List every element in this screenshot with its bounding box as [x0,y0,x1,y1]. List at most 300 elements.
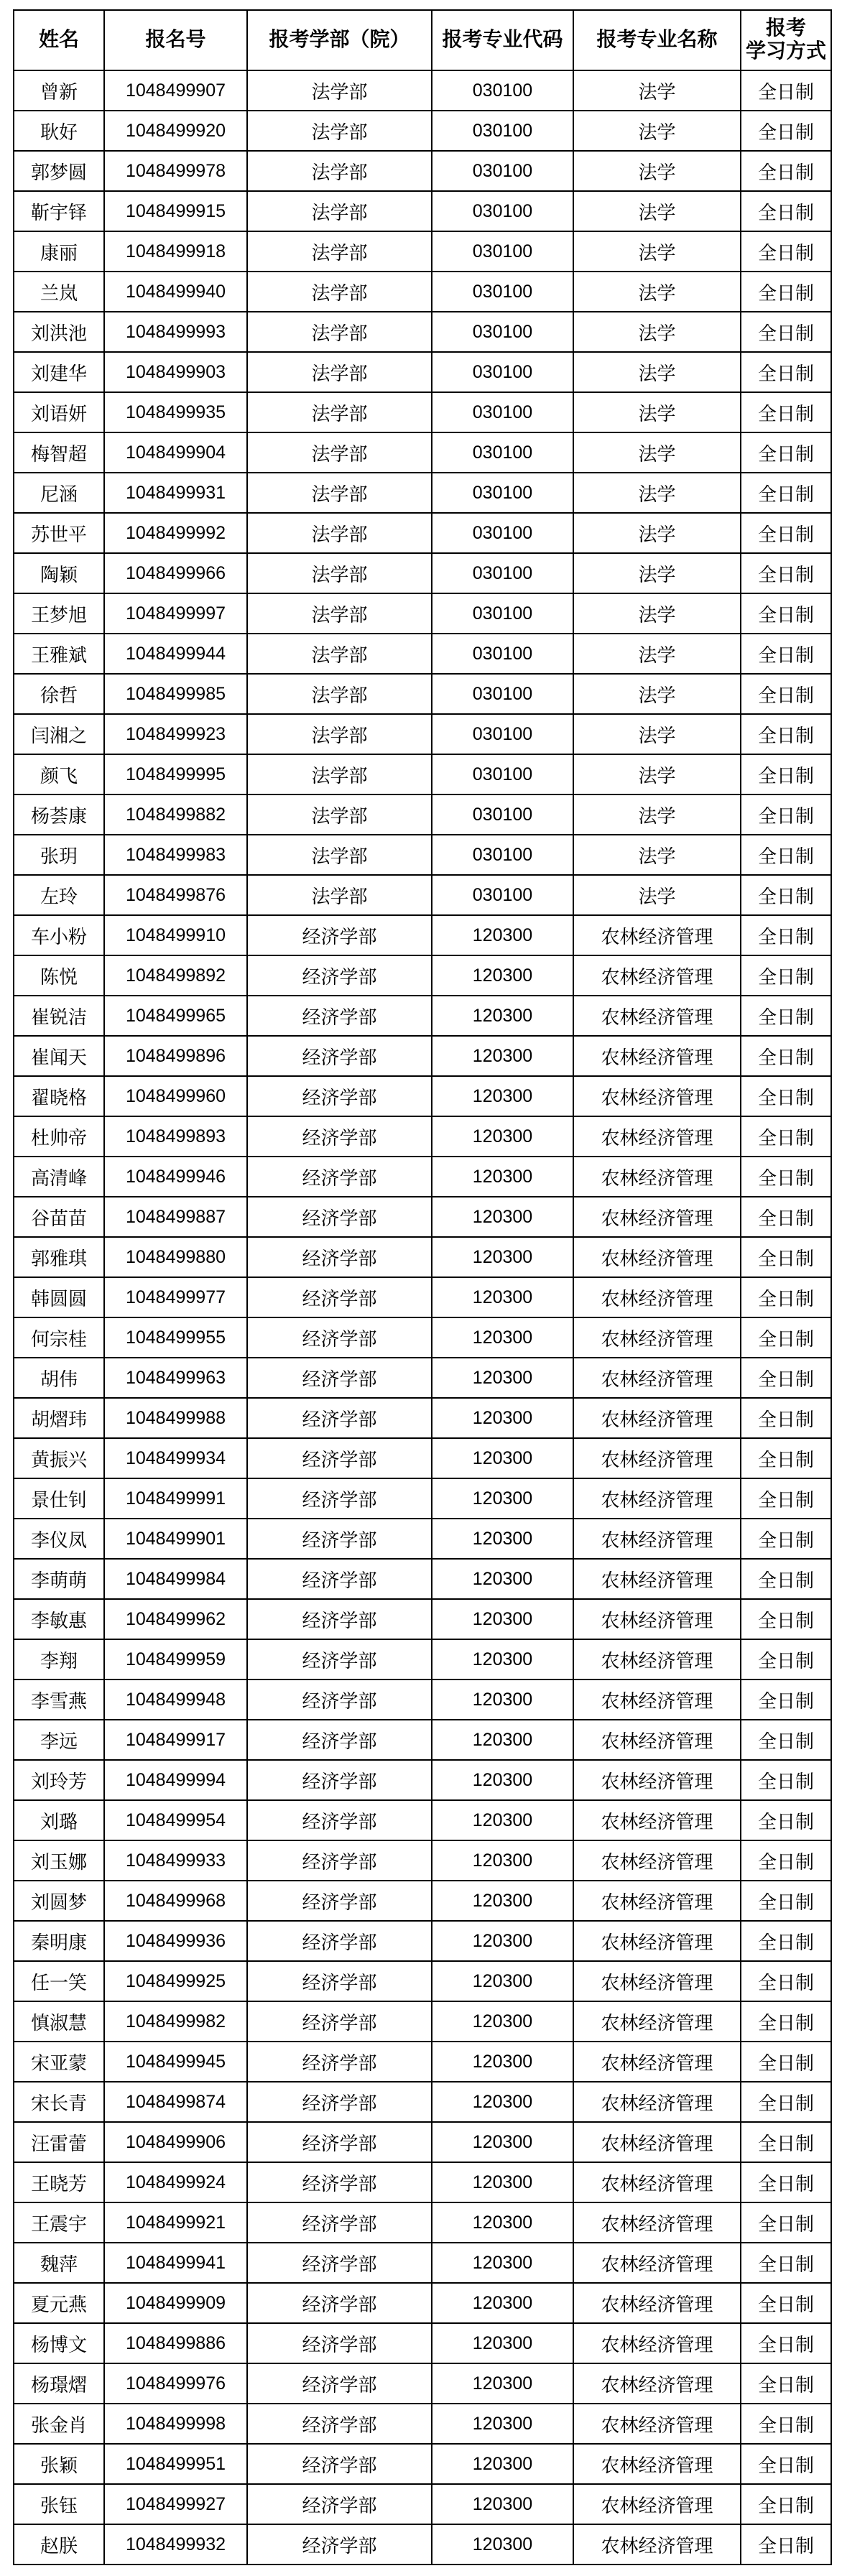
cell-reg-no: 1048499909 [104,2283,247,2323]
cell-reg-no: 1048499992 [104,513,247,553]
cell-study-mode: 全日制 [741,2042,831,2082]
cell-name: 李雪燕 [14,1680,104,1720]
cell-dept: 经济学部 [247,1961,432,2001]
cell-reg-no: 1048499892 [104,955,247,996]
cell-major-name: 农林经济管理 [573,2243,741,2283]
cell-name: 康丽 [14,231,104,272]
cell-major-name: 农林经济管理 [573,2042,741,2082]
cell-reg-no: 1048499918 [104,231,247,272]
table-row [14,754,831,794]
cell-name: 慎淑慧 [14,2001,104,2042]
cell-study-mode: 全日制 [741,794,831,835]
cell-major-name: 法学 [573,754,741,794]
cell-study-mode: 全日制 [741,2404,831,2444]
cell-study-mode: 全日制 [741,2202,831,2243]
cell-name: 刘建华 [14,352,104,392]
cell-name: 韩圆圆 [14,1277,104,1317]
cell-major-name: 农林经济管理 [573,1680,741,1720]
cell-major-code: 120300 [432,915,573,955]
cell-reg-no: 1048499925 [104,1961,247,2001]
header-name: 姓名 [14,10,104,70]
cell-name: 王震宇 [14,2202,104,2243]
cell-name: 杨荟康 [14,794,104,835]
cell-study-mode: 全日制 [741,151,831,191]
cell-major-code: 030100 [432,714,573,754]
table-row [14,1197,831,1237]
cell-reg-no: 1048499936 [104,1921,247,1961]
cell-major-name: 农林经济管理 [573,1478,741,1519]
cell-reg-no: 1048499951 [104,2444,247,2484]
cell-reg-no: 1048499965 [104,996,247,1036]
cell-major-code: 120300 [432,1197,573,1237]
cell-major-code: 120300 [432,1639,573,1680]
cell-name: 秦明康 [14,1921,104,1961]
table-row [14,2082,831,2122]
cell-major-name: 农林经济管理 [573,1961,741,2001]
cell-name: 刘璐 [14,1800,104,1840]
cell-major-code: 120300 [432,2001,573,2042]
table-row [14,1559,831,1599]
cell-study-mode: 全日制 [741,1639,831,1680]
cell-study-mode: 全日制 [741,1076,831,1116]
cell-major-code: 030100 [432,352,573,392]
cell-major-code: 030100 [432,70,573,111]
cell-major-code: 030100 [432,553,573,593]
cell-reg-no: 1048499915 [104,191,247,231]
header-study-mode [741,10,831,70]
table-row [14,2243,831,2283]
cell-major-name: 法学 [573,794,741,835]
cell-study-mode: 全日制 [741,191,831,231]
cell-major-code: 030100 [432,674,573,714]
cell-name: 高清峰 [14,1157,104,1197]
cell-dept: 法学部 [247,70,432,111]
cell-major-name: 农林经济管理 [573,2001,741,2042]
cell-major-name: 农林经济管理 [573,2122,741,2162]
cell-major-code: 120300 [432,2283,573,2323]
cell-major-code: 120300 [432,2042,573,2082]
cell-reg-no: 1048499876 [104,875,247,915]
cell-study-mode: 全日制 [741,634,831,674]
cell-reg-no: 1048499995 [104,754,247,794]
table-row [14,835,831,875]
cell-reg-no: 1048499933 [104,1840,247,1881]
cell-dept: 经济学部 [247,2202,432,2243]
cell-major-name: 农林经济管理 [573,1317,741,1358]
cell-dept: 经济学部 [247,2122,432,2162]
cell-major-code: 120300 [432,2122,573,2162]
cell-major-name: 农林经济管理 [573,2323,741,2363]
cell-reg-no: 1048499960 [104,1076,247,1116]
table-row [14,1438,831,1478]
cell-major-code: 030100 [432,312,573,352]
cell-major-code: 120300 [432,1760,573,1800]
cell-name: 尼涵 [14,473,104,513]
cell-name: 靳宇铎 [14,191,104,231]
table-row [14,1398,831,1438]
cell-dept: 法学部 [247,191,432,231]
cell-dept: 经济学部 [247,1881,432,1921]
cell-name: 李远 [14,1720,104,1760]
cell-reg-no: 1048499977 [104,1277,247,1317]
cell-name: 颜飞 [14,754,104,794]
cell-major-name: 法学 [573,674,741,714]
cell-dept: 经济学部 [247,1599,432,1639]
table-row [14,875,831,915]
table-row [14,1237,831,1277]
cell-reg-no: 1048499944 [104,634,247,674]
cell-name: 李仪凤 [14,1519,104,1559]
cell-dept: 法学部 [247,352,432,392]
cell-name: 宋亚蒙 [14,2042,104,2082]
cell-study-mode: 全日制 [741,1559,831,1599]
cell-name: 苏世平 [14,513,104,553]
cell-study-mode: 全日制 [741,1438,831,1478]
table-row [14,1036,831,1076]
cell-reg-no: 1048499988 [104,1398,247,1438]
cell-name: 宋长青 [14,2082,104,2122]
cell-name: 何宗桂 [14,1317,104,1358]
cell-study-mode: 全日制 [741,1317,831,1358]
cell-dept: 经济学部 [247,1398,432,1438]
table-row [14,151,831,191]
table-row [14,1317,831,1358]
cell-name: 车小粉 [14,915,104,955]
cell-study-mode: 全日制 [741,111,831,151]
cell-dept: 经济学部 [247,1438,432,1478]
cell-major-name: 农林经济管理 [573,2283,741,2323]
cell-major-code: 120300 [432,1358,573,1398]
table-row [14,231,831,272]
cell-reg-no: 1048499880 [104,1237,247,1277]
cell-study-mode: 全日制 [741,996,831,1036]
cell-name: 崔锐洁 [14,996,104,1036]
table-row [14,1760,831,1800]
cell-major-name: 法学 [573,513,741,553]
cell-major-name: 农林经济管理 [573,955,741,996]
cell-major-name: 农林经济管理 [573,915,741,955]
cell-reg-no: 1048499998 [104,2404,247,2444]
cell-study-mode: 全日制 [741,1398,831,1438]
cell-major-name: 农林经济管理 [573,1921,741,1961]
cell-major-name: 农林经济管理 [573,2162,741,2202]
cell-name: 郭雅琪 [14,1237,104,1277]
cell-major-name: 农林经济管理 [573,1840,741,1881]
table-header [14,10,831,70]
cell-dept: 经济学部 [247,2444,432,2484]
cell-name: 黄振兴 [14,1438,104,1478]
cell-reg-no: 1048499910 [104,915,247,955]
cell-major-code: 120300 [432,996,573,1036]
cell-major-code: 030100 [432,835,573,875]
cell-dept: 经济学部 [247,2404,432,2444]
cell-reg-no: 1048499940 [104,272,247,312]
cell-dept: 经济学部 [247,1519,432,1559]
cell-reg-no: 1048499934 [104,1438,247,1478]
cell-dept: 法学部 [247,634,432,674]
cell-dept: 经济学部 [247,1036,432,1076]
table-row [14,1800,831,1840]
cell-major-name: 农林经济管理 [573,1358,741,1398]
cell-reg-no: 1048499991 [104,1478,247,1519]
cell-name: 闫湘之 [14,714,104,754]
cell-dept: 法学部 [247,754,432,794]
table-row [14,70,831,111]
cell-major-code: 120300 [432,1599,573,1639]
table-row [14,1639,831,1680]
cell-name: 杜帅帝 [14,1116,104,1157]
cell-reg-no: 1048499997 [104,593,247,634]
cell-study-mode: 全日制 [741,2243,831,2283]
cell-reg-no: 1048499904 [104,432,247,473]
cell-name: 夏元燕 [14,2283,104,2323]
cell-major-name: 农林经济管理 [573,996,741,1036]
cell-major-name: 农林经济管理 [573,1398,741,1438]
header-study-mode-line1: 报考 [765,17,806,40]
cell-dept: 法学部 [247,674,432,714]
cell-dept: 法学部 [247,111,432,151]
cell-name: 张颖 [14,2444,104,2484]
cell-reg-no: 1048499874 [104,2082,247,2122]
cell-major-name: 农林经济管理 [573,2202,741,2243]
cell-name: 赵朕 [14,2524,104,2565]
cell-name: 刘语妍 [14,392,104,432]
table-row [14,2484,831,2524]
cell-reg-no: 1048499932 [104,2524,247,2565]
cell-reg-no: 1048499985 [104,674,247,714]
table-row [14,674,831,714]
cell-study-mode: 全日制 [741,2444,831,2484]
cell-major-name: 法学 [573,432,741,473]
cell-reg-no: 1048499921 [104,2202,247,2243]
cell-major-name: 农林经济管理 [573,1559,741,1599]
cell-name: 景仕钊 [14,1478,104,1519]
table-row [14,191,831,231]
cell-study-mode: 全日制 [741,875,831,915]
cell-major-name: 农林经济管理 [573,1076,741,1116]
header-reg-no: 报名号 [104,10,247,70]
cell-dept: 经济学部 [247,2484,432,2524]
cell-major-name: 农林经济管理 [573,1720,741,1760]
cell-major-code: 030100 [432,151,573,191]
cell-study-mode: 全日制 [741,1519,831,1559]
cell-name: 陶颖 [14,553,104,593]
cell-name: 李翔 [14,1639,104,1680]
cell-major-code: 120300 [432,1840,573,1881]
cell-study-mode: 全日制 [741,231,831,272]
cell-dept: 法学部 [247,432,432,473]
cell-major-name: 农林经济管理 [573,2444,741,2484]
cell-major-name: 农林经济管理 [573,1157,741,1197]
table-row [14,2363,831,2404]
cell-name: 张钰 [14,2484,104,2524]
cell-dept: 经济学部 [247,1076,432,1116]
cell-dept: 法学部 [247,231,432,272]
cell-major-name: 农林经济管理 [573,1036,741,1076]
cell-study-mode: 全日制 [741,1358,831,1398]
cell-major-name: 农林经济管理 [573,2484,741,2524]
table-row [14,1720,831,1760]
cell-major-name: 农林经济管理 [573,2524,741,2565]
cell-major-name: 法学 [573,312,741,352]
cell-reg-no: 1048499959 [104,1639,247,1680]
cell-major-code: 120300 [432,2162,573,2202]
table-row [14,1840,831,1881]
cell-major-name: 法学 [573,272,741,312]
cell-study-mode: 全日制 [741,1116,831,1157]
cell-name: 胡熠玮 [14,1398,104,1438]
cell-study-mode: 全日制 [741,835,831,875]
admission-list-table [13,9,832,2565]
cell-reg-no: 1048499906 [104,2122,247,2162]
cell-name: 左玲 [14,875,104,915]
table-row [14,1277,831,1317]
cell-reg-no: 1048499887 [104,1197,247,1237]
cell-reg-no: 1048499907 [104,70,247,111]
table-row [14,2001,831,2042]
table-row [14,794,831,835]
cell-name: 刘洪池 [14,312,104,352]
cell-dept: 经济学部 [247,1840,432,1881]
cell-study-mode: 全日制 [741,272,831,312]
cell-study-mode: 全日制 [741,473,831,513]
cell-reg-no: 1048499954 [104,1800,247,1840]
cell-name: 刘玉娜 [14,1840,104,1881]
cell-study-mode: 全日制 [741,2484,831,2524]
cell-major-name: 农林经济管理 [573,1800,741,1840]
table-row [14,553,831,593]
cell-reg-no: 1048499983 [104,835,247,875]
table-row [14,1961,831,2001]
cell-reg-no: 1048499994 [104,1760,247,1800]
cell-dept: 经济学部 [247,1277,432,1317]
cell-study-mode: 全日制 [741,2524,831,2565]
cell-major-code: 120300 [432,2243,573,2283]
cell-reg-no: 1048499931 [104,473,247,513]
cell-major-code: 120300 [432,2484,573,2524]
cell-major-code: 120300 [432,1076,573,1116]
cell-major-name: 法学 [573,111,741,151]
cell-study-mode: 全日制 [741,1760,831,1800]
cell-major-name: 农林经济管理 [573,1639,741,1680]
cell-major-name: 法学 [573,151,741,191]
cell-reg-no: 1048499968 [104,1881,247,1921]
cell-major-code: 120300 [432,2524,573,2565]
cell-major-code: 120300 [432,2404,573,2444]
table-row [14,1680,831,1720]
cell-reg-no: 1048499966 [104,553,247,593]
cell-reg-no: 1048499962 [104,1599,247,1639]
cell-major-name: 法学 [573,634,741,674]
table-row [14,1478,831,1519]
cell-reg-no: 1048499976 [104,2363,247,2404]
cell-study-mode: 全日制 [741,70,831,111]
cell-reg-no: 1048499927 [104,2484,247,2524]
cell-study-mode: 全日制 [741,312,831,352]
cell-study-mode: 全日制 [741,1800,831,1840]
cell-dept: 经济学部 [247,1921,432,1961]
cell-dept: 法学部 [247,835,432,875]
cell-name: 刘玲芳 [14,1760,104,1800]
cell-major-code: 030100 [432,794,573,835]
cell-study-mode: 全日制 [741,2162,831,2202]
cell-major-name: 农林经济管理 [573,2404,741,2444]
cell-major-code: 030100 [432,272,573,312]
cell-reg-no: 1048499945 [104,2042,247,2082]
cell-dept: 经济学部 [247,1317,432,1358]
cell-major-code: 120300 [432,1478,573,1519]
cell-study-mode: 全日制 [741,1840,831,1881]
cell-study-mode: 全日制 [741,432,831,473]
cell-name: 陈悦 [14,955,104,996]
cell-study-mode: 全日制 [741,1478,831,1519]
cell-name: 张金肖 [14,2404,104,2444]
cell-name: 梅智超 [14,432,104,473]
cell-name: 李敏惠 [14,1599,104,1639]
cell-dept: 经济学部 [247,1197,432,1237]
cell-study-mode: 全日制 [741,1720,831,1760]
cell-reg-no: 1048499924 [104,2162,247,2202]
cell-major-code: 030100 [432,392,573,432]
cell-name: 王雅斌 [14,634,104,674]
table-row [14,432,831,473]
cell-study-mode: 全日制 [741,2323,831,2363]
cell-name: 任一笑 [14,1961,104,2001]
table-row [14,634,831,674]
cell-study-mode: 全日制 [741,1237,831,1277]
cell-major-name: 农林经济管理 [573,1277,741,1317]
cell-major-name: 农林经济管理 [573,1881,741,1921]
cell-major-name: 农林经济管理 [573,1438,741,1478]
cell-major-name: 法学 [573,392,741,432]
cell-major-name: 法学 [573,875,741,915]
cell-name: 杨璟熠 [14,2363,104,2404]
cell-dept: 经济学部 [247,1680,432,1720]
cell-name: 张玥 [14,835,104,875]
cell-dept: 经济学部 [247,1559,432,1599]
table-row [14,2404,831,2444]
cell-name: 曾新 [14,70,104,111]
cell-major-code: 030100 [432,875,573,915]
table-row [14,714,831,754]
cell-study-mode: 全日制 [741,1599,831,1639]
cell-major-code: 120300 [432,1237,573,1277]
cell-dept: 法学部 [247,875,432,915]
cell-name: 郭梦圆 [14,151,104,191]
header-major-name: 报考专业名称 [573,10,741,70]
cell-reg-no: 1048499982 [104,2001,247,2042]
cell-name: 王晓芳 [14,2162,104,2202]
cell-name: 王梦旭 [14,593,104,634]
cell-study-mode: 全日制 [741,754,831,794]
cell-major-name: 法学 [573,593,741,634]
cell-major-code: 120300 [432,1921,573,1961]
cell-dept: 经济学部 [247,996,432,1036]
table-row [14,1076,831,1116]
cell-dept: 经济学部 [247,2162,432,2202]
cell-major-name: 法学 [573,70,741,111]
cell-major-name: 法学 [573,231,741,272]
cell-dept: 经济学部 [247,2363,432,2404]
cell-study-mode: 全日制 [741,553,831,593]
cell-dept: 法学部 [247,473,432,513]
cell-dept: 经济学部 [247,1478,432,1519]
cell-reg-no: 1048499920 [104,111,247,151]
table-row [14,2202,831,2243]
cell-study-mode: 全日制 [741,392,831,432]
cell-dept: 法学部 [247,312,432,352]
cell-name: 兰岚 [14,272,104,312]
